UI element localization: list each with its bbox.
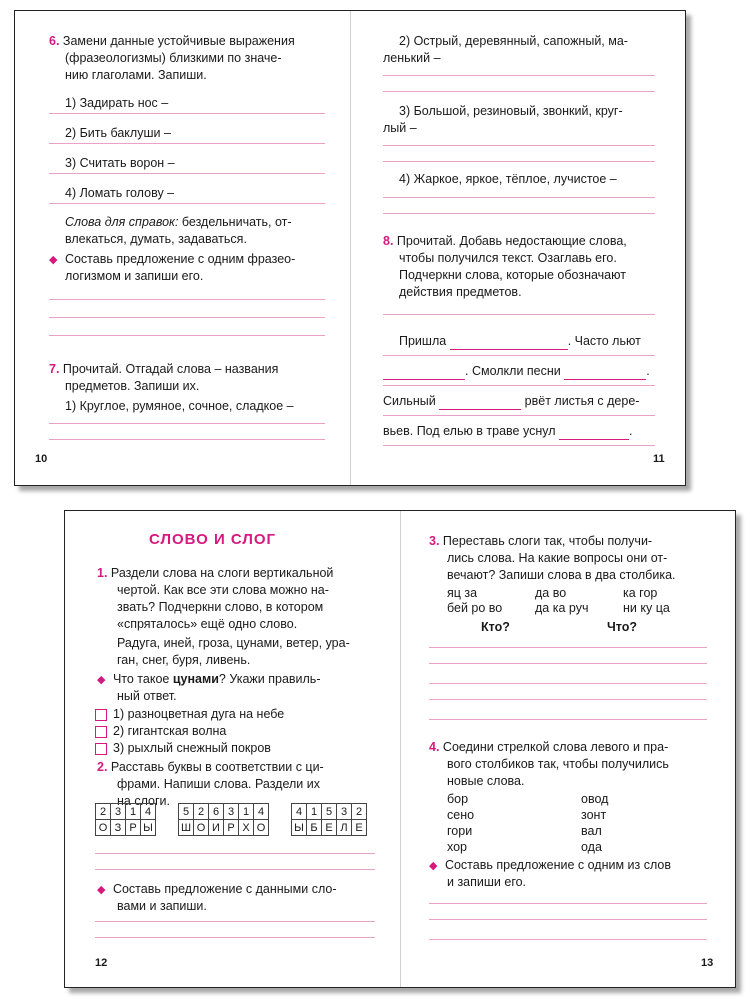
exercise-1-line: звать? Подчеркни слово, в котором	[117, 600, 324, 614]
list-item: 1) Задирать нос –	[65, 96, 169, 110]
exercise-number: 6.	[49, 34, 60, 48]
exercise-number: 8.	[383, 234, 394, 248]
column-header-who: Кто?	[481, 620, 510, 634]
right-word[interactable]: зонт	[581, 808, 607, 822]
writing-line	[49, 173, 325, 174]
letter-grid: 4 1 5 3 2 Ы Б Е Л Е	[291, 803, 367, 836]
text-line-2: . Смолкли песни .	[383, 363, 650, 380]
writing-line	[383, 355, 655, 356]
writing-line	[383, 91, 655, 92]
writing-line	[383, 197, 655, 198]
list-item: 4) Ломать голову –	[65, 186, 175, 200]
answer-option-1[interactable]: 1) разноцветная дуга на небе	[95, 706, 284, 723]
left-word[interactable]: бор	[447, 792, 469, 806]
spread-pages-12-13	[64, 510, 736, 988]
exercise-number: 1.	[97, 566, 108, 580]
exercise-1-line: чертой. Как все эти слова можно на-	[117, 583, 329, 597]
writing-line	[49, 335, 325, 336]
task-text: ◆ Составь предложение с одним из слов	[429, 858, 672, 872]
list-item: 2) Бить баклуши –	[65, 126, 171, 140]
exercise-number: 3.	[429, 534, 440, 548]
syllables: бей ро во	[447, 601, 503, 615]
exercise-4-text: 4. Соедини стрелкой слова левого и пра-	[429, 740, 669, 754]
diamond-bullet-icon: ◆	[49, 254, 58, 266]
column-header-what: Что?	[607, 620, 638, 634]
exercise-6-text: 6. Замени данные устойчивые выражения	[49, 34, 295, 48]
list-item: 3) Большой, резиновый, звонкий, круг-	[399, 104, 623, 118]
spread-pages-10-11	[14, 10, 686, 486]
page-number: 10	[35, 453, 48, 465]
writing-line	[49, 317, 325, 318]
writing-line	[383, 385, 655, 386]
page-number: 13	[701, 957, 714, 969]
writing-line	[95, 937, 375, 938]
page-12	[65, 511, 400, 987]
right-word[interactable]: ода	[581, 840, 602, 854]
writing-line	[383, 415, 655, 416]
exercise-6-line: нию глаголами. Запиши.	[65, 68, 207, 82]
diamond-bullet-icon: ◆	[429, 860, 438, 872]
list-item: 4) Жаркое, яркое, тёплое, лучистое –	[399, 172, 617, 186]
task-text: ◆ Составь предложение с данными сло-	[97, 882, 337, 896]
checkbox-icon[interactable]	[95, 726, 107, 738]
section-title: СЛОВО И СЛОГ	[149, 531, 277, 548]
exercise-7-text: 7. Прочитай. Отгадай слова – названия	[49, 362, 279, 376]
syllables: да ка руч	[535, 601, 589, 615]
right-word[interactable]: овод	[581, 792, 609, 806]
text-line-1: Пришла . Часто льют	[399, 334, 641, 348]
reference-words: Слова для справок: бездельничать, от-	[65, 215, 292, 229]
diamond-bullet-icon: ◆	[97, 884, 106, 896]
left-word[interactable]: хор	[447, 840, 468, 854]
list-item: 2) Острый, деревянный, сапожный, ма-	[399, 34, 628, 48]
exercise-number: 7.	[49, 362, 60, 376]
question-text: ◆ Что такое цунами? Укажи правиль-	[97, 672, 321, 686]
exercise-4-line: вого столбиков так, чтобы получились	[447, 757, 669, 771]
writing-line	[429, 699, 707, 700]
writing-line	[49, 203, 325, 204]
letter-grid: 2 3 1 4 О З Р Ы	[95, 803, 156, 836]
exercise-2-text: 2. Расставь буквы в соответствии с ци-	[97, 760, 324, 774]
exercise-8-text: 8. Прочитай. Добавь недостающие слова,	[383, 234, 627, 248]
writing-line	[383, 445, 655, 446]
page-number: 12	[95, 957, 108, 969]
list-item: 1) Круглое, румяное, сочное, сладкое –	[65, 399, 294, 413]
writing-line	[383, 314, 655, 315]
answer-option-2[interactable]: 2) гигантская волна	[95, 723, 226, 740]
answer-option-3[interactable]: 3) рыхлый снежный покров	[95, 740, 271, 757]
exercise-8-line: чтобы получился текст. Озаглавь его.	[399, 251, 617, 265]
writing-line	[95, 869, 375, 870]
exercise-2-line: на слоги.	[117, 794, 170, 808]
blank-field[interactable]	[439, 396, 521, 410]
page-number: 11	[653, 453, 665, 465]
writing-line	[429, 647, 707, 648]
task-text-line: логизмом и запиши его.	[65, 269, 204, 283]
blank-field[interactable]	[559, 426, 629, 440]
word-list: Радуга, иней, гроза, цунами, ветер, ура-	[117, 636, 350, 650]
writing-line	[429, 919, 707, 920]
blank-field[interactable]	[450, 336, 568, 350]
exercise-2-line: фрами. Напиши слова. Раздели их	[117, 777, 320, 791]
writing-line	[49, 439, 325, 440]
list-item-line: лый –	[383, 121, 417, 135]
page-11	[351, 11, 685, 485]
writing-line	[429, 683, 707, 684]
word-list: ган, снег, буря, ливень.	[117, 653, 251, 667]
exercise-number: 4.	[429, 740, 440, 754]
letter-grids	[95, 803, 367, 836]
exercise-3-text: 3. Переставь слоги так, чтобы получи-	[429, 534, 653, 548]
writing-line	[49, 299, 325, 300]
exercise-8-line: действия предметов.	[399, 285, 522, 299]
exercise-8-line: Подчеркни слова, которые обозначают	[399, 268, 626, 282]
writing-line	[429, 939, 707, 940]
diamond-bullet-icon: ◆	[97, 674, 106, 686]
exercise-7-line: предметов. Запиши их.	[65, 379, 200, 393]
writing-line	[95, 853, 375, 854]
writing-line	[383, 161, 655, 162]
task-text: ◆ Составь предложение с одним фразео-	[49, 252, 296, 266]
exercise-6-line: (фразеологизмы) близкими по значе-	[65, 51, 282, 65]
exercise-4-line: новые слова.	[447, 774, 525, 788]
left-word[interactable]: сено	[447, 808, 475, 822]
checkbox-icon[interactable]	[95, 709, 107, 721]
list-item-line: ленький –	[383, 51, 441, 65]
question-text-line: ный ответ.	[117, 689, 177, 703]
page-13	[401, 511, 735, 987]
exercise-number: 2.	[97, 760, 108, 774]
syllables: да во	[535, 586, 567, 600]
syllables: яц за	[447, 586, 478, 600]
syllables: ни ку ца	[623, 601, 670, 615]
checkbox-icon[interactable]	[95, 743, 107, 755]
task-text-line: вами и запиши.	[117, 899, 207, 913]
writing-line	[383, 213, 655, 214]
exercise-1-line: «спряталось» ещё одно слово.	[117, 617, 298, 631]
writing-line	[49, 423, 325, 424]
writing-line	[49, 113, 325, 114]
left-word[interactable]: гори	[447, 824, 473, 838]
writing-line	[429, 903, 707, 904]
exercise-3-line: лись слова. На какие вопросы они от-	[447, 551, 668, 565]
blank-field[interactable]	[383, 366, 465, 380]
exercise-3-line: вечают? Запиши слова в два столбика.	[447, 568, 676, 582]
right-word[interactable]: вал	[581, 824, 602, 838]
writing-line	[95, 921, 375, 922]
writing-line	[429, 663, 707, 664]
task-text-line: и запиши его.	[447, 875, 527, 889]
letter-grid: 5 2 6 3 1 4 Ш О И Р Х О	[178, 803, 269, 836]
text-line-4: вьев. Под елью в траве уснул .	[383, 424, 633, 438]
writing-line	[383, 75, 655, 76]
reference-words-line: влекаться, думать, задаваться.	[65, 232, 247, 246]
writing-line	[383, 145, 655, 146]
page-10	[15, 11, 350, 485]
blank-field[interactable]	[564, 366, 646, 380]
list-item: 3) Считать ворон –	[65, 156, 175, 170]
writing-line	[49, 143, 325, 144]
exercise-1-text: 1. Раздели слова на слоги вертикальной	[97, 566, 334, 580]
syllables: ка гор	[623, 586, 658, 600]
text-line-3: Сильный рвёт листья с дере-	[383, 394, 640, 408]
writing-line	[429, 719, 707, 720]
